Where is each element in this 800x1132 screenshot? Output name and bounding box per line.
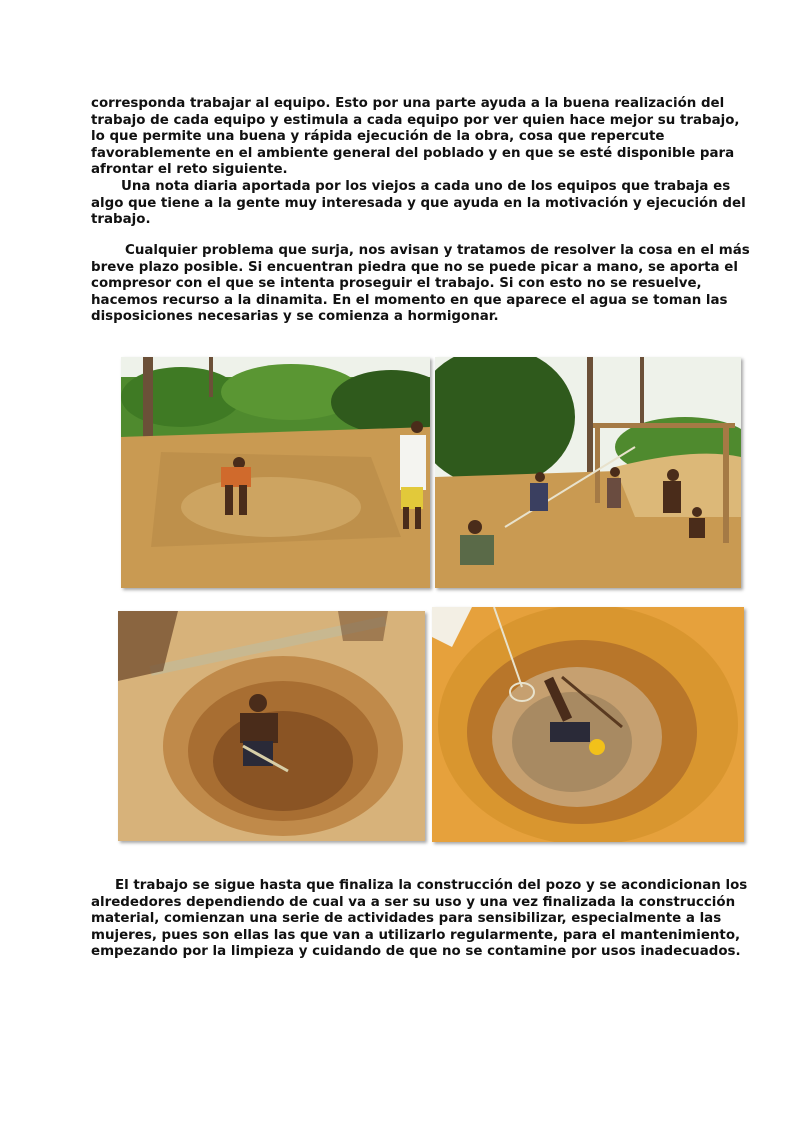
photo-tripod-rope <box>435 357 741 588</box>
text-block-problems <box>91 243 756 326</box>
photo-ground-clearing-image <box>121 357 430 588</box>
text-block-top <box>91 96 756 229</box>
paragraph-team-work: corresponda trabajar al equipo. Esto por una parte ayuda a la buena realización del trabajo de cada equipo y estimula a cada equipo por ver quien hace mejor su trabajo, lo que permite una buena y rápida ejecución de la obra, cosa que repercute favorablemente en el ambiente general del poblado y en que se esté disponible para afrontar el reto siguiente. <box>91 96 740 178</box>
photo-ground-clearing <box>121 357 430 588</box>
photo-man-in-pit <box>118 611 425 841</box>
paragraph-daily-note: Una nota diaria aportada por los viejos a cada uno de los equipos que trabaja es algo que tiene a la gente muy interesada y que ayuda en la motivación y ejecución del trabajo. <box>91 178 746 228</box>
text-block-bottom <box>91 878 756 961</box>
photo-man-in-pit-image <box>118 611 425 841</box>
paragraph-problems: Cualquier problema que surja, nos avisan y tratamos de resolver la cosa en el más breve plazo posible. Si encuentran piedra que no se puede picar a mano, se aporta el compresor con el que se intenta proseguir el trabajo. Si con esto no se resuelve, hacemos recurso a la dinamita. En el momento en que aparece el agua se toman las disposiciones necesarias y se comienza a hormigonar. <box>91 243 750 325</box>
photo-well-from-above <box>432 607 744 842</box>
photo-well-from-above-image <box>432 607 744 842</box>
paragraph-completion: El trabajo se sigue hasta que finaliza la construcción del pozo y se acondicionan los alrededores dependiendo de cual va a ser su uso y una vez finalizada la construcción material, comienzan una serie de actividades para sensibilizar, especialmente a las mujeres, pues son ellas las que van a utilizarlo regularmente, para el mantenimiento, empezando por la limpieza y cuidando de que no se contamine por usos inadecuados. <box>91 878 748 960</box>
photo-tripod-rope-image <box>435 357 741 588</box>
